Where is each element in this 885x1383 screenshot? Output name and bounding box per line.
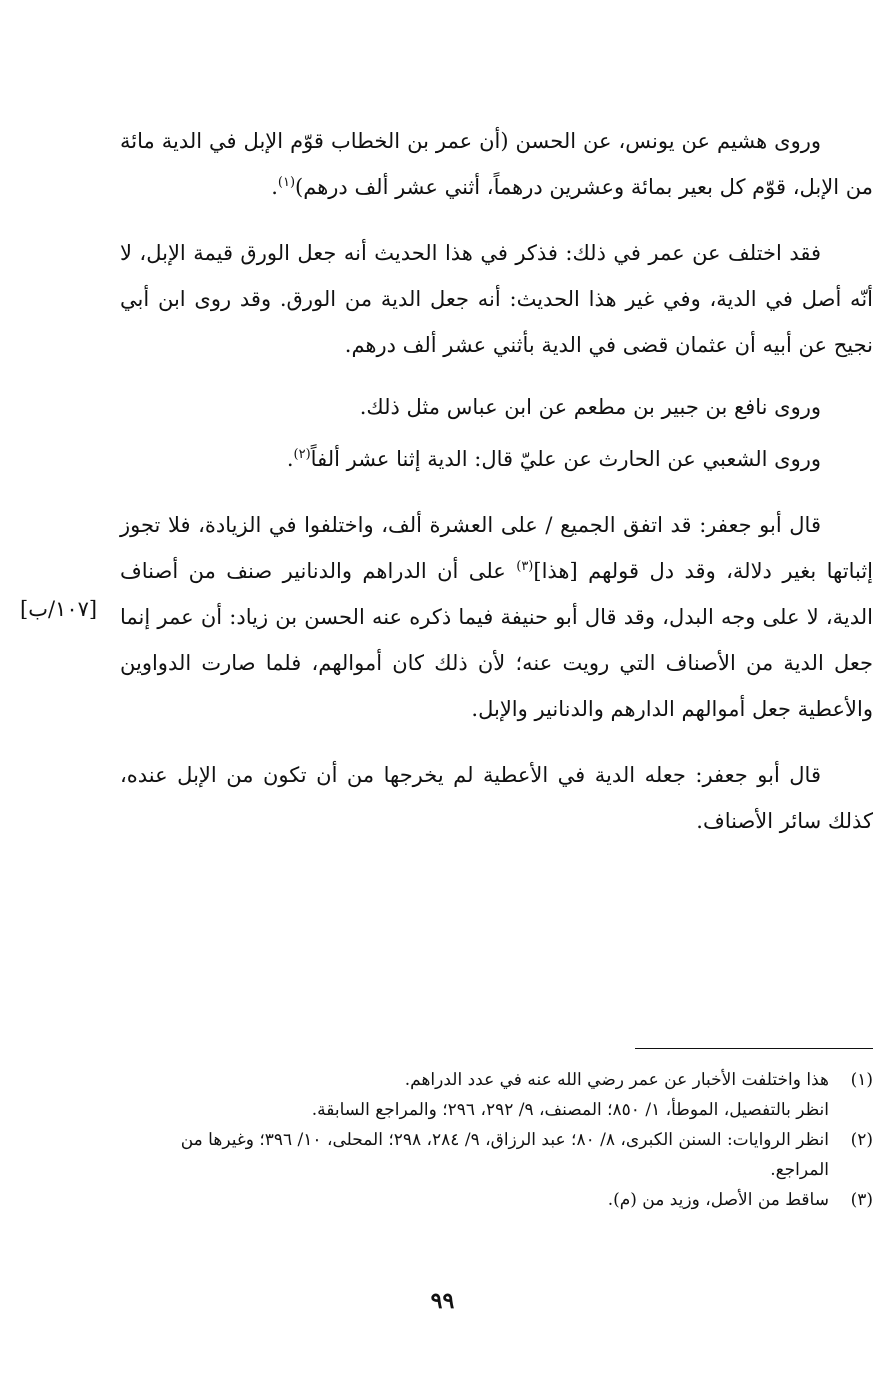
paragraph-6 [120,752,873,844]
footnote-text [120,1125,829,1185]
footnote-3 [120,1185,873,1215]
paragraph-1-text: وروى هشيم عن يونس، عن الحسن (أن عمر بن الخطاب قوّم الإبل في الدية مائة من الإبل، قوّم كل بعير بمائة وعشرين درهماً، أثني عشر ألف درهم) [120,129,873,199]
footnote-line: هذا واختلفت الأخبار عن عمر رضي الله عنه في عدد الدراهم. [404,1070,829,1090]
footnote-separator [635,1048,873,1049]
footnote-2 [120,1125,873,1185]
paragraph-6-text: قال أبو جعفر: جعله الدية في الأعطية لم يخرجها من أن تكون من الإبل عنده، كذلك سائر الأصناف. [120,763,873,833]
paragraph-1-end: . [271,175,278,199]
footnote-line: انظر بالتفصيل، الموطأ، ١/ ٨٥٠؛ المصنف، ٩/ ٢٩٢، ٢٩٦؛ والمراجع السابقة. [311,1100,829,1120]
footnote-line: ساقط من الأصل، وزيد من (م). [607,1190,829,1210]
footnote-ref-1: (١) [277,175,296,190]
footnote-number: (٣) [850,1190,873,1210]
footnote-ref-2: (٢) [293,447,311,462]
footnotes [120,1065,873,1215]
paragraph-4 [120,436,873,482]
footnote-ref-3: (٣) [516,559,534,574]
paragraph-5-text-a: قال أبو جعفر: قد اتفق الجميع / على العشرة ألف، واختلفوا في الزيادة، فلا تجوز إثباتها بغير دلالة، وقد دل قولهم [هذا] [120,513,873,583]
page-number: ٩٩ [430,1288,455,1314]
footnote-number: (١) [850,1070,873,1090]
footnote-text [120,1065,829,1125]
paragraph-5 [120,502,873,732]
paragraph-3 [120,384,873,430]
paragraph-5-text-b: على أن الدراهم والدنانير صنف من أصناف الدية، لا على وجه البدل، وقد قال أبو حنيفة فيما ذكره عنه الحسن بن زياد: أن عمر إنما جعل الدية من الأصناف التي رويت عنه؛ لأن ذلك كان أموالهم، فلما صارت الدواوين والأعطية جعل أموالهم الدارهم والدنانير والإبل. [120,559,873,721]
paragraph-2 [120,230,873,368]
manuscript-folio-marker: [١٠٧/ب] [20,597,98,621]
paragraph-3-text: وروى نافع بن جبير بن مطعم عن ابن عباس مثل ذلك. [359,395,821,419]
main-text [120,118,873,844]
footnote-text [120,1185,829,1215]
paragraph-4-end: . [286,447,294,471]
footnote-line: انظر الروايات: السنن الكبرى، ٨/ ٨٠؛ عبد الرزاق، ٩/ ٢٨٤، ٢٩٨؛ المحلى، ١٠/ ٣٩٦؛ وغيرها من المراجع. [180,1130,829,1180]
paragraph-2-text: فقد اختلف عن عمر في ذلك: فذكر في هذا الحديث أنه جعل الورق قيمة الإبل، لا أنّه أصل في الدية، وفي غير هذا الحديث: أنه جعل الدية من الورق. وقد روى ابن أبي نجيح عن أبيه أن عثمان قضى في الدية بأثني عشر ألف درهم. [120,241,873,357]
footnote-1 [120,1065,873,1125]
paragraph-1 [120,118,873,210]
footnote-number: (٢) [850,1130,873,1150]
paragraph-4-text: وروى الشعبي عن الحارث عن عليّ قال: الدية إثنا عشر ألفاً [310,447,821,471]
